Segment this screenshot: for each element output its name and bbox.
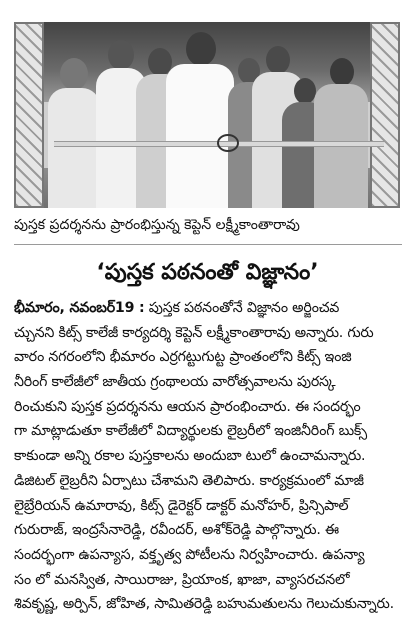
lattice-frame-right [370, 22, 400, 208]
article-headline: ‘పుస్తక పఠనంతో విజ్ఞానం’ [96, 260, 319, 285]
article-line: వారం నగరంలోని భీమారం ఎర్రగట్టుగుట్ట ప్రాంతంలోని కిట్స్ ఇంజి [14, 349, 352, 366]
article-body [14, 296, 402, 617]
divider [14, 244, 402, 245]
article-line: లైబ్రేరియన్ ఉమారావు, కిట్స్ డైరెక్టర్ డాక్టర్ మనోహర్, ప్రిన్సిపాల్ [14, 497, 349, 514]
article-line: రించుకుని పుస్తక ప్రదర్శనను ఆయన ప్రారంభించారు. ఈ సందర్భం [14, 398, 361, 415]
article-line: కాకుండా అన్ని రకాల పుస్తకాలను అందుబా టులో ఉంచామన్నారు. [14, 448, 366, 465]
article-line: సందర్భంగా ఉపన్యాస, వక్తృత్వ పోటీలను నిర్వహించారు. ఉపన్యా [14, 546, 365, 563]
person-woman-right [314, 58, 370, 208]
article-line: గురురాజ్, ఇంద్రసేనారెడ్డి, రవీందర్, అశోక్‌రెడ్డి పాల్గొన్నారు. ఈ [14, 522, 339, 539]
photo-caption: పుస్తక ప్రదర్శనను ప్రారంభిస్తున్న కెప్టెన్ లక్ష్మీకాంతారావు [14, 217, 300, 233]
article-line: డిజిటల్ లైబ్రరీని ఏర్పాటు చేశామని తెలిపారు. కార్యక్రమంలో మాజీ [14, 472, 364, 489]
article-line: శివకృష్ణ, అర్పిన్, జోహిత, సామితరెడ్డి బహుమతులను గెలుచుకున్నారు. [14, 596, 394, 613]
article-line: చ్చునని కిట్స్ కాలేజీ కార్యదర్శి కెప్టెన్ లక్ష్మీకాంతారావు అన్నారు. గురు [14, 324, 374, 341]
lattice-frame-left [14, 22, 44, 208]
article-line: గా మాట్లాడుతూ కాలేజీలో విద్యార్థులకు లైబ్రరీలో ఇంజినీరింగ్ బుక్స్ [14, 423, 367, 440]
dateline: భీమారం, నవంబర్19 : [14, 300, 145, 316]
article-line: సం లో మనస్విత, సాయిరాజు, ప్రియాంక, ఖాజా, వ్యాసరచనలో [14, 571, 350, 588]
article-line: నీరింగ్ కాలేజీలో జాతీయ గ్రంథాలయ వారోత్సవాలను పురస్క [14, 374, 336, 391]
person-center-guest [164, 32, 236, 208]
article-line: భీమారం, నవంబర్19 : పుస్తక పఠనంతోనే విజ్ఞానం అర్జించవ [14, 300, 340, 316]
news-photo [14, 22, 400, 208]
scissors-icon [217, 134, 239, 152]
